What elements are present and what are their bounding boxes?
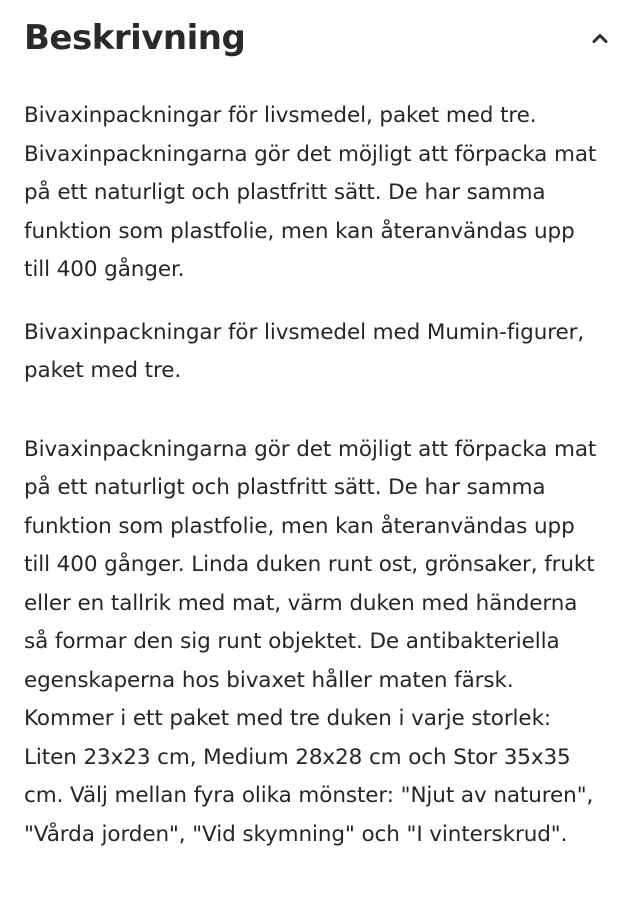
chevron-up-icon (590, 31, 610, 45)
description-paragraph: Bivaxinpackningarna gör det möjligt att förpacka mat på ett naturligt och plastfritt sätt. De har samma funktion som plastfolie, men kan återanvändas upp till 400 gånger. Linda duken runt ost, grönsaker, frukt eller en tallrik med mat, värm duken med händerna så formar den sig runt objektet. De antibakteriella egenskaperna hos bivaxet håller maten färsk. Kommer i ett paket med tre duken i varje storlek: Liten 23x23 cm, Medium 28x28 cm och Stor 35x35 cm. Välj mellan fyra olika mönster: "Njut av naturen", "Vårda jorden", "Vid skymning" och "I vinterskrud". (24, 436, 597, 847)
collapse-toggle-button[interactable] (580, 20, 620, 56)
description-paragraph: Bivaxinpackningar för livsmedel med Mumin-figurer, paket med tre. (24, 319, 585, 383)
description-paragraph: Bivaxinpackningar för livsmedel, paket med tre. Bivaxinpackningarna gör det möjligt att förpacka mat på ett naturligt och plastfritt sätt. De har samma funktion som plastfolie, men kan återanvändas upp till 400 gånger. (24, 103, 597, 282)
description-section-header[interactable] (0, 0, 640, 80)
section-title: Beskrivning (24, 18, 246, 58)
description-body (24, 97, 620, 854)
